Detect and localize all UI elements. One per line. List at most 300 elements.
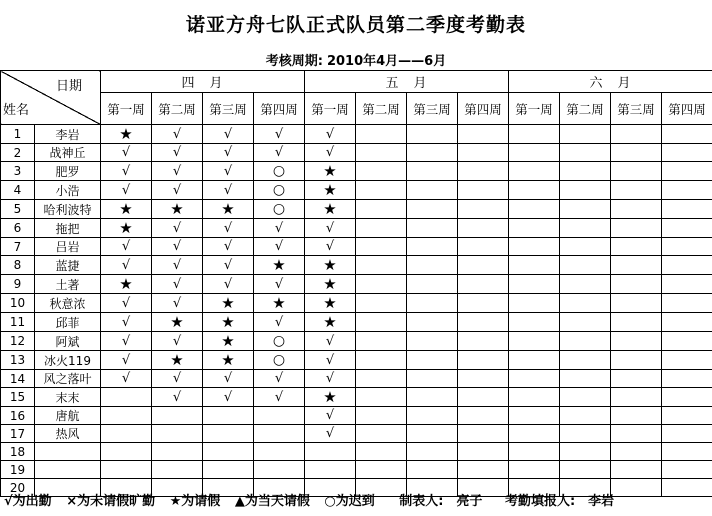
attendance-cell: [611, 181, 662, 200]
attendance-cell: [662, 425, 712, 443]
attendance-cell: [407, 313, 458, 332]
week-header-cell: 第二周: [152, 93, 203, 125]
attendance-cell: [611, 351, 662, 370]
attendance-cell: [458, 144, 509, 162]
attendance-cell: [611, 200, 662, 219]
attendance-cell: [611, 125, 662, 144]
attendance-cell: [560, 461, 611, 479]
leave-star-mark: ★: [305, 200, 356, 219]
attendance-cell: [356, 256, 407, 275]
present-check-mark: √: [101, 313, 152, 332]
present-check-mark: √: [305, 425, 356, 443]
row-number: 17: [1, 425, 35, 443]
present-check-mark: √: [152, 370, 203, 388]
attendance-cell: [254, 425, 305, 443]
row-number: 13: [1, 351, 35, 370]
attendance-cell: [356, 144, 407, 162]
attendance-cell: [254, 443, 305, 461]
member-name: 李岩: [35, 125, 101, 144]
attendance-cell: [509, 238, 560, 256]
attendance-cell: [458, 407, 509, 425]
row-number: 2: [1, 144, 35, 162]
present-check-mark: √: [152, 294, 203, 313]
table-row: [1, 443, 712, 461]
attendance-cell: [611, 407, 662, 425]
table-author: 制表人: 亮子: [399, 494, 483, 509]
attendance-cell: [560, 407, 611, 425]
attendance-cell: [560, 370, 611, 388]
table-row: [1, 219, 712, 238]
attendance-cell: [407, 181, 458, 200]
table-row: [1, 407, 712, 425]
present-check-mark: √: [203, 238, 254, 256]
member-name: 风之落叶: [35, 370, 101, 388]
leave-star-mark: ★: [101, 125, 152, 144]
week-header-cell: 第四周: [254, 93, 305, 125]
row-number: 3: [1, 162, 35, 181]
table-row: [1, 313, 712, 332]
attendance-cell: [509, 162, 560, 181]
row-number: 9: [1, 275, 35, 294]
attendance-cell: [356, 200, 407, 219]
attendance-cell: [458, 443, 509, 461]
member-name: 阿斌: [35, 332, 101, 351]
leave-star-mark: ★: [254, 294, 305, 313]
attendance-cell: [101, 443, 152, 461]
attendance-cell: [662, 275, 712, 294]
attendance-cell: [662, 351, 712, 370]
month-april: 四 月: [101, 71, 305, 93]
member-name: 土著: [35, 275, 101, 294]
attendance-cell: [611, 425, 662, 443]
table-row: [1, 294, 712, 313]
table-row: [1, 181, 712, 200]
attendance-cell: [407, 162, 458, 181]
present-check-mark: √: [203, 388, 254, 407]
attendance-cell: [458, 294, 509, 313]
week-header-cell: 第三周: [611, 93, 662, 125]
row-number: 6: [1, 219, 35, 238]
attendance-cell: [560, 256, 611, 275]
attendance-cell: [356, 425, 407, 443]
present-check-mark: √: [101, 351, 152, 370]
attendance-cell: [509, 125, 560, 144]
attendance-cell: [662, 200, 712, 219]
present-check-mark: √: [203, 181, 254, 200]
table-row: [1, 388, 712, 407]
attendance-cell: [509, 425, 560, 443]
attendance-cell: [203, 425, 254, 443]
attendance-cell: [356, 461, 407, 479]
table-row: [1, 162, 712, 181]
attendance-cell: [458, 238, 509, 256]
member-name: 战神丘: [35, 144, 101, 162]
present-check-mark: √: [152, 162, 203, 181]
row-number: 1: [1, 125, 35, 144]
present-check-mark: √: [101, 332, 152, 351]
attendance-cell: [407, 144, 458, 162]
attendance-cell: [305, 461, 356, 479]
attendance-cell: [662, 144, 712, 162]
row-number: 7: [1, 238, 35, 256]
table-row: [1, 200, 712, 219]
present-check-mark: √: [305, 144, 356, 162]
attendance-cell: [356, 351, 407, 370]
period-label: 考核周期:: [265, 54, 323, 69]
table-row: [1, 125, 712, 144]
present-check-mark: √: [152, 181, 203, 200]
member-name: 末末: [35, 388, 101, 407]
leave-star-mark: ★: [203, 313, 254, 332]
row-number: 16: [1, 407, 35, 425]
attendance-cell: [611, 388, 662, 407]
present-check-mark: √: [305, 125, 356, 144]
table-row: [1, 238, 712, 256]
leave-star-mark: ★: [152, 313, 203, 332]
attendance-cell: [407, 461, 458, 479]
present-check-mark: √: [152, 275, 203, 294]
attendance-cell: [407, 294, 458, 313]
attendance-cell: [560, 238, 611, 256]
attendance-cell: [356, 294, 407, 313]
present-check-mark: √: [152, 125, 203, 144]
attendance-cell: [509, 219, 560, 238]
attendance-cell: [458, 332, 509, 351]
attendance-cell: [356, 125, 407, 144]
present-check-mark: √: [101, 238, 152, 256]
attendance-cell: [509, 256, 560, 275]
sheet-title: 诺亚方舟七队正式队员第二季度考勤表: [185, 14, 526, 36]
present-check-mark: √: [152, 388, 203, 407]
leave-star-mark: ★: [305, 162, 356, 181]
attendance-cell: [560, 351, 611, 370]
table-row: [1, 332, 712, 351]
attendance-cell: [356, 238, 407, 256]
attendance-cell: [611, 370, 662, 388]
late-circle-mark: ○: [254, 351, 305, 370]
leave-star-mark: ★: [305, 181, 356, 200]
attendance-cell: [509, 313, 560, 332]
attendance-cell: [407, 332, 458, 351]
present-check-mark: √: [203, 162, 254, 181]
attendance-cell: [203, 443, 254, 461]
table-row: [1, 144, 712, 162]
late-circle-mark: ○: [254, 181, 305, 200]
attendance-cell: [407, 200, 458, 219]
member-name: 小浩: [35, 181, 101, 200]
attendance-cell: [560, 219, 611, 238]
attendance-cell: [560, 181, 611, 200]
member-name: [35, 461, 101, 479]
late-circle-mark: ○: [254, 200, 305, 219]
present-check-mark: √: [254, 313, 305, 332]
attendance-cell: [509, 332, 560, 351]
attendance-cell: [458, 256, 509, 275]
attendance-cell: [356, 388, 407, 407]
member-name: [35, 443, 101, 461]
attendance-cell: [662, 125, 712, 144]
attendance-cell: [152, 461, 203, 479]
attendance-cell: [101, 461, 152, 479]
attendance-cell: [662, 294, 712, 313]
present-check-mark: √: [152, 332, 203, 351]
attendance-cell: [560, 294, 611, 313]
leave-star-mark: ★: [101, 200, 152, 219]
leave-star-mark: ★: [203, 294, 254, 313]
attendance-cell: [611, 275, 662, 294]
attendance-cell: [611, 332, 662, 351]
month-june: 六 月: [509, 71, 712, 93]
attendance-cell: [509, 407, 560, 425]
late-circle-mark: ○: [254, 332, 305, 351]
leave-star-mark: ★: [305, 275, 356, 294]
attendance-cell: [560, 425, 611, 443]
attendance-cell: [458, 200, 509, 219]
attendance-cell: [662, 181, 712, 200]
present-check-mark: √: [305, 370, 356, 388]
present-check-mark: √: [254, 219, 305, 238]
attendance-cell: [458, 125, 509, 144]
legend-late: ○为迟到: [324, 494, 375, 509]
attendance-cell: [458, 425, 509, 443]
member-name: 哈利波特: [35, 200, 101, 219]
present-check-mark: √: [203, 256, 254, 275]
present-check-mark: √: [254, 238, 305, 256]
member-name: 冰火119: [35, 351, 101, 370]
attendance-cell: [611, 219, 662, 238]
attendance-cell: [101, 388, 152, 407]
member-name: 秋意浓: [35, 294, 101, 313]
week-header-cell: 第四周: [662, 93, 712, 125]
attendance-cell: [509, 461, 560, 479]
attendance-cell: [509, 144, 560, 162]
table-row: [1, 256, 712, 275]
attendance-cell: [407, 443, 458, 461]
row-number: 15: [1, 388, 35, 407]
row-number: 19: [1, 461, 35, 479]
present-check-mark: √: [152, 144, 203, 162]
attendance-cell: [407, 219, 458, 238]
attendance-cell: [356, 162, 407, 181]
leave-star-mark: ★: [203, 332, 254, 351]
attendance-cell: [560, 200, 611, 219]
attendance-cell: [662, 370, 712, 388]
attendance-cell: [356, 370, 407, 388]
attendance-cell: [662, 332, 712, 351]
present-check-mark: √: [101, 370, 152, 388]
leave-star-mark: ★: [203, 351, 254, 370]
attendance-cell: [611, 144, 662, 162]
member-name: 邱菲: [35, 313, 101, 332]
attendance-cell: [611, 294, 662, 313]
attendance-cell: [458, 275, 509, 294]
present-check-mark: √: [101, 144, 152, 162]
attendance-cell: [407, 256, 458, 275]
attendance-cell: [101, 425, 152, 443]
attendance-cell: [458, 388, 509, 407]
attendance-cell: [152, 443, 203, 461]
row-number: 5: [1, 200, 35, 219]
attendance-cell: [662, 461, 712, 479]
attendance-cell: [407, 425, 458, 443]
attendance-cell: [254, 461, 305, 479]
week-header-cell: 第一周: [305, 93, 356, 125]
attendance-cell: [560, 332, 611, 351]
attendance-cell: [407, 388, 458, 407]
leave-star-mark: ★: [203, 200, 254, 219]
week-header-cell: 第三周: [407, 93, 458, 125]
attendance-cell: [407, 407, 458, 425]
date-header: 日期: [55, 79, 82, 94]
attendance-cell: [560, 443, 611, 461]
attendance-cell: [407, 370, 458, 388]
present-check-mark: √: [101, 294, 152, 313]
row-number: 12: [1, 332, 35, 351]
attendance-cell: [662, 443, 712, 461]
present-check-mark: √: [203, 275, 254, 294]
present-check-mark: √: [305, 351, 356, 370]
legend-present: √为出勤: [4, 494, 52, 509]
legend-same-day-leave: ▲为当天请假: [234, 494, 310, 509]
present-check-mark: √: [305, 238, 356, 256]
attendance-cell: [509, 443, 560, 461]
present-check-mark: √: [254, 125, 305, 144]
week-header-cell: 第二周: [560, 93, 611, 125]
attendance-cell: [458, 370, 509, 388]
attendance-cell: [203, 407, 254, 425]
legend-leave: ★为请假: [169, 494, 221, 509]
attendance-cell: [662, 256, 712, 275]
member-name: 唐航: [35, 407, 101, 425]
member-name: 蓝捷: [35, 256, 101, 275]
present-check-mark: √: [203, 219, 254, 238]
attendance-cell: [662, 238, 712, 256]
attendance-cell: [509, 181, 560, 200]
attendance-cell: [356, 332, 407, 351]
attendance-cell: [152, 407, 203, 425]
attendance-cell: [662, 388, 712, 407]
week-header-cell: 第一周: [101, 93, 152, 125]
month-header-row: [1, 71, 712, 93]
attendance-cell: [611, 313, 662, 332]
row-number: 18: [1, 443, 35, 461]
attendance-cell: [152, 425, 203, 443]
attendance-cell: [509, 294, 560, 313]
attendance-cell: [611, 162, 662, 181]
attendance-cell: [662, 313, 712, 332]
row-number: 4: [1, 181, 35, 200]
row-number: 20: [1, 479, 35, 497]
member-name: 热风: [35, 425, 101, 443]
attendance-cell: [458, 351, 509, 370]
present-check-mark: √: [203, 125, 254, 144]
present-check-mark: √: [203, 370, 254, 388]
row-number: 10: [1, 294, 35, 313]
attendance-cell: [560, 275, 611, 294]
attendance-cell: [662, 162, 712, 181]
table-row: [1, 461, 712, 479]
member-name: 拖把: [35, 219, 101, 238]
attendance-cell: [101, 407, 152, 425]
attendance-cell: [509, 351, 560, 370]
present-check-mark: √: [101, 181, 152, 200]
leave-star-mark: ★: [101, 275, 152, 294]
attendance-cell: [611, 461, 662, 479]
corner-header-cell: [1, 71, 101, 125]
row-number: 14: [1, 370, 35, 388]
month-may: 五 月: [305, 71, 509, 93]
table-row: [1, 275, 712, 294]
attendance-cell: [560, 313, 611, 332]
attendance-cell: [356, 313, 407, 332]
attendance-cell: [305, 443, 356, 461]
attendance-cell: [611, 256, 662, 275]
attendance-cell: [509, 200, 560, 219]
week-header-cell: 第二周: [356, 93, 407, 125]
attendance-cell: [560, 144, 611, 162]
attendance-cell: [203, 461, 254, 479]
legend-absent: ×为未请假旷勤: [66, 494, 156, 509]
attendance-cell: [560, 388, 611, 407]
attendance-cell: [407, 275, 458, 294]
attendance-cell: [356, 181, 407, 200]
attendance-cell: [611, 238, 662, 256]
leave-star-mark: ★: [152, 200, 203, 219]
week-header-row: [1, 93, 712, 125]
late-circle-mark: ○: [254, 162, 305, 181]
present-check-mark: √: [305, 219, 356, 238]
attendance-cell: [254, 407, 305, 425]
leave-star-mark: ★: [305, 388, 356, 407]
attendance-cell: [356, 275, 407, 294]
table-row: [1, 425, 712, 443]
member-name: 肥罗: [35, 162, 101, 181]
name-header: 姓名: [3, 103, 30, 118]
period-value: 2010年4月——6月: [326, 54, 447, 69]
week-header-cell: 第三周: [203, 93, 254, 125]
week-header-cell: 第四周: [458, 93, 509, 125]
assessment-period: [0, 50, 712, 69]
present-check-mark: √: [254, 388, 305, 407]
leave-star-mark: ★: [101, 219, 152, 238]
attendance-reporter: 考勤填报人: 李岩: [504, 494, 615, 509]
member-name: 吕岩: [35, 238, 101, 256]
present-check-mark: √: [152, 238, 203, 256]
present-check-mark: √: [254, 275, 305, 294]
attendance-cell: [509, 388, 560, 407]
attendance-cell: [458, 313, 509, 332]
leave-star-mark: ★: [254, 256, 305, 275]
attendance-cell: [407, 238, 458, 256]
attendance-cell: [662, 219, 712, 238]
leave-star-mark: ★: [152, 351, 203, 370]
present-check-mark: √: [152, 219, 203, 238]
present-check-mark: √: [254, 144, 305, 162]
present-check-mark: √: [203, 144, 254, 162]
attendance-cell: [458, 162, 509, 181]
attendance-cell: [560, 125, 611, 144]
attendance-cell: [509, 370, 560, 388]
leave-star-mark: ★: [305, 256, 356, 275]
attendance-cell: [458, 219, 509, 238]
present-check-mark: √: [305, 332, 356, 351]
present-check-mark: √: [152, 256, 203, 275]
leave-star-mark: ★: [305, 313, 356, 332]
legend-footer: [4, 490, 712, 509]
attendance-cell: [356, 443, 407, 461]
present-check-mark: √: [305, 407, 356, 425]
table-row: [1, 351, 712, 370]
